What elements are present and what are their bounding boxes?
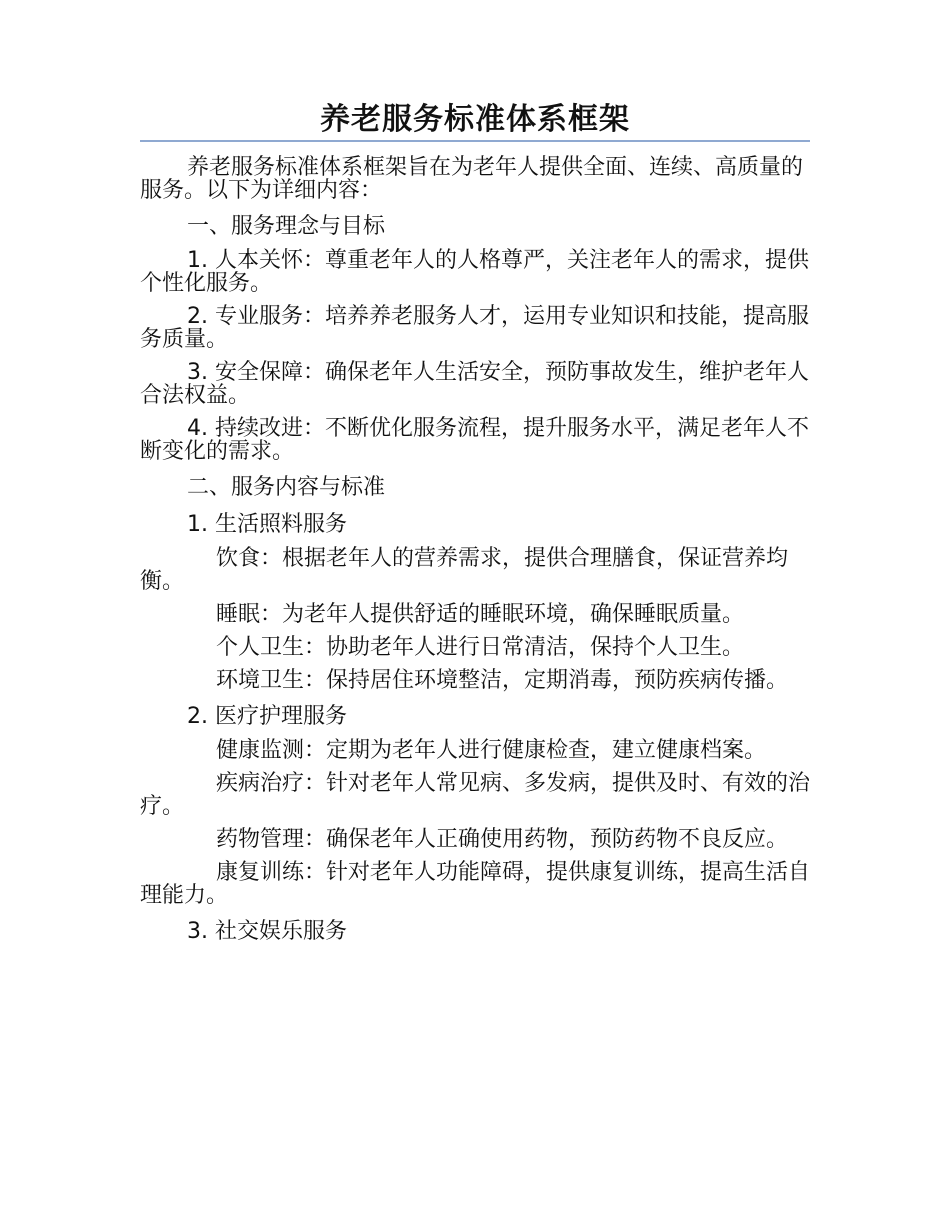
sub1-item-3: 个人卫生：协助老年人进行日常清洁，保持个人卫生。 bbox=[216, 635, 745, 660]
sub1-item-4: 环境卫生：保持居住环境整洁，定期消毒，预防疾病传播。 bbox=[216, 668, 789, 693]
document-title: 养老服务标准体系框架 bbox=[140, 100, 810, 142]
subsection-title-2: 2. 医疗护理服务 bbox=[187, 704, 347, 729]
document-body bbox=[140, 156, 810, 954]
section1-item-4: 4. 持续改进：不断优化服务流程，提升服务水平，满足老年人不断变化的需求。 bbox=[140, 416, 809, 464]
sub2-item-2: 疾病治疗：针对老年人常见病、多发病，提供及时、有效的治疗。 bbox=[140, 771, 811, 819]
sub2-item-1: 健康监测：定期为老年人进行健康检查，建立健康档案。 bbox=[216, 738, 767, 763]
sub1-item-1: 饮食：根据老年人的营养需求，提供合理膳食，保证营养均衡。 bbox=[140, 546, 789, 594]
section1-item-1: 1. 人本关怀：尊重老年人的人格尊严，关注老年人的需求，提供个性化服务。 bbox=[140, 248, 809, 296]
subsection-title-3: 3. 社交娱乐服务 bbox=[187, 919, 347, 944]
intro-paragraph: 养老服务标准体系框架旨在为老年人提供全面、连续、高质量的服务。以下为详细内容： bbox=[140, 155, 804, 203]
subsection-title-1: 1. 生活照料服务 bbox=[187, 512, 347, 537]
sub2-item-3: 药物管理：确保老年人正确使用药物，预防药物不良反应。 bbox=[216, 827, 789, 852]
sub2-item-4: 康复训练：针对老年人功能障碍，提供康复训练，提高生活自理能力。 bbox=[140, 860, 811, 908]
section1-item-3: 3. 安全保障：确保老年人生活安全，预防事故发生，维护老年人合法权益。 bbox=[140, 360, 809, 408]
section-heading-1: 一、服务理念与目标 bbox=[187, 214, 386, 239]
section-heading-2: 二、服务内容与标准 bbox=[187, 475, 386, 500]
section1-item-2: 2. 专业服务：培养养老服务人才，运用专业知识和技能，提高服务质量。 bbox=[140, 304, 809, 352]
sub1-item-2: 睡眠：为老年人提供舒适的睡眠环境，确保睡眠质量。 bbox=[216, 602, 745, 627]
